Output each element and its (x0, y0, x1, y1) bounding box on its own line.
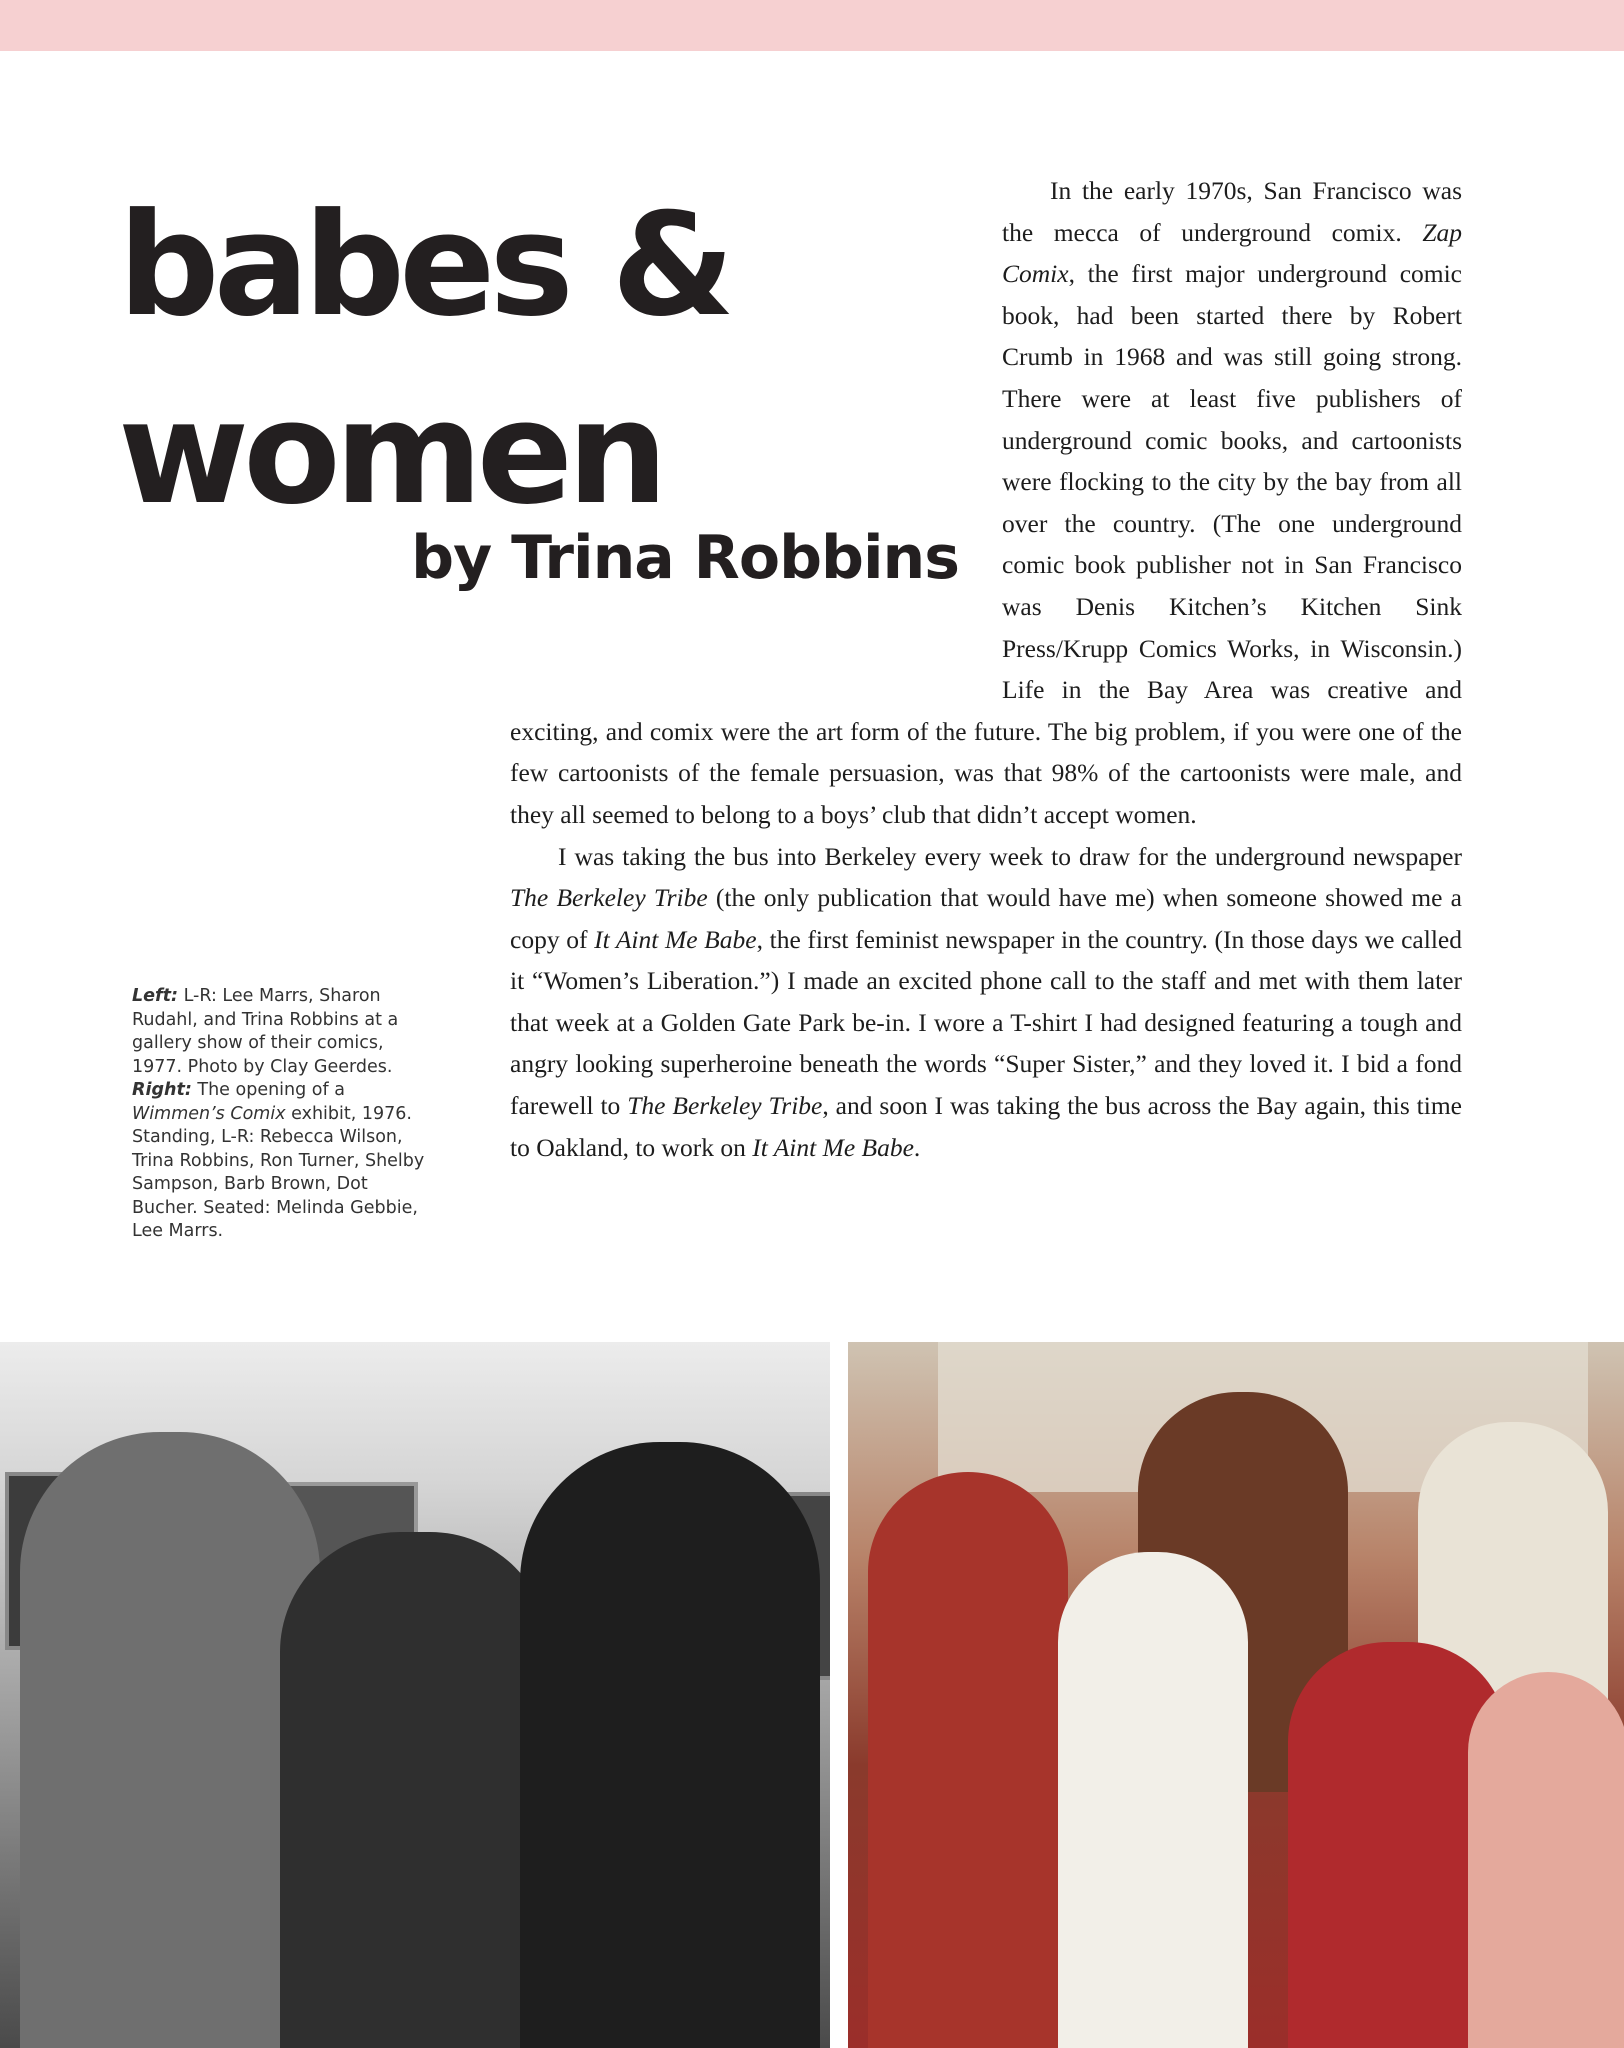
title-line-1: babes & (118, 183, 730, 348)
title-wrap-spacer (510, 170, 1002, 696)
text-run: . (913, 1132, 921, 1162)
person-rebecca-wilson (868, 1472, 1068, 2048)
byline: by Trina Robbins (411, 523, 959, 593)
top-color-band (0, 0, 1624, 51)
photo-caption (132, 985, 432, 1244)
text-run: , the first feminist newspaper in the country. (In those days we called it “Women’s Liberation.”) I made an excited phone call to the staff and met with them later that week at a Golden Gate Park be-in. I wore a T-shirt I had designed featuring a tough and angry looking superheroine beneath the words “Super Sister,” and they loved it. I bid a fond farewell to (510, 924, 1462, 1121)
caption-right-label: Right: (132, 1080, 192, 1100)
italic-title-run: It Aint Me Babe (594, 924, 757, 954)
title-line-2: women (118, 371, 663, 536)
photo-wimmens-comix-exhibit-1976 (848, 1342, 1624, 2048)
person-lee-marrs-seated (1468, 1672, 1624, 2048)
italic-title-run: It Aint Me Babe (752, 1132, 914, 1162)
italic-title-run: Zap Comix (1002, 217, 1462, 289)
text-run: I was taking the bus into Berkeley every week to draw for the underground newspaper (558, 841, 1462, 871)
italic-title-run: The Berkeley Tribe (510, 883, 708, 913)
caption-right-text-2: exhibit, 1976. Standing, L-R: Rebecca Wilson, Trina Robbins, Ron Turner, Shelby Sampson, Barb Brown, Dot Bucher. Seated: Melinda Gebbie, Lee Marrs. (132, 1103, 425, 1241)
person-trina-robbins-white-dress (1058, 1552, 1248, 2048)
person-trina-robbins (520, 1442, 820, 2048)
text-run: In the early 1970s, San Francisco was the mecca of underground comix. (1002, 176, 1462, 247)
article-body (510, 170, 1462, 1168)
text-run: (the only publication that would have me) when someone showed me a copy of (510, 883, 1462, 954)
photo-gallery-show-1977 (0, 1342, 830, 2048)
caption-right-text-1: The opening of a (191, 1080, 345, 1100)
caption-right-title: Wimmen’s Comix (132, 1103, 286, 1124)
caption-left-label: Left: (132, 986, 178, 1006)
text-run: , and soon I was taking the bus across the Bay again, this time to Oakland, to work on (510, 1091, 1462, 1162)
paragraph-2 (510, 836, 1462, 1169)
caption-left-text: L-R: Lee Marrs, Sharon Rudahl, and Trina Robbins at a gallery show of their comics, 1977. Photo by Clay Geerdes. (132, 986, 399, 1077)
person-lee-marrs (20, 1432, 320, 2048)
person-sharon-rudahl (280, 1532, 550, 2048)
text-run: , the first major underground comic book, had been started there by Robert Crumb in 1968 and was still going strong. There were at least five publishers of underground comic books, and cartoonists were flocking to the city by the bay from all over the country. (The one underground comic book publisher not in San Francisco was Denis Kitchen’s Kitchen Sink Press/Krupp Comics Works, in Wisconsin.) Life in the Bay Area was creative and exciting, and comix were the art form of the future. The big problem, if you were one of the few cartoonists of the female persuasion, was that 98% of the cartoonists were male, and they all seemed to belong to a boys’ club that didn’t accept women. (510, 259, 1462, 829)
italic-title-run: The Berkeley Tribe (627, 1091, 823, 1121)
